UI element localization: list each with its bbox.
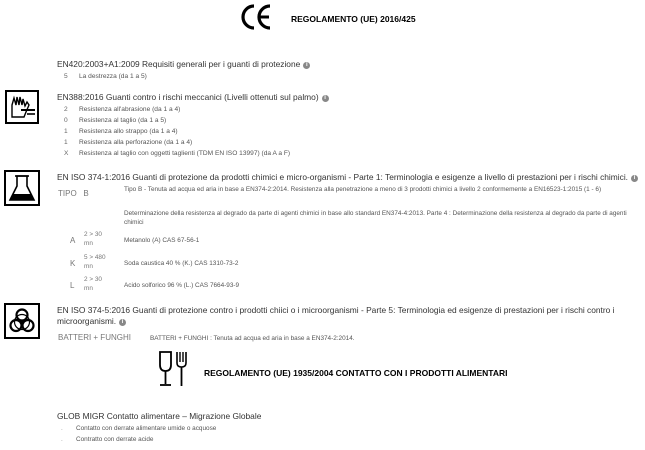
mechanical-risk-pictogram-icon (5, 90, 39, 124)
list-item: 5 La destrezza (da 1 a 5) (64, 73, 147, 80)
chemical-time: 2 > 30 mn (84, 276, 102, 292)
chemical-code: K (70, 259, 76, 268)
tipo-value: B (83, 189, 89, 198)
en374-1-title: EN ISO 374-1:2016 Guanti di protezione da prodotti chimici e micro-organismi - Parte 1: Terminologia e esigenze a livello di prestazioni per i rischi chimici. i (57, 172, 638, 183)
info-icon[interactable]: i (119, 319, 126, 326)
chemical-time: 5 > 480 mn (84, 254, 106, 270)
microorganism-description: BATTERI + FUNGHI : Tenuta ad acqua ed aria in base a EN374-2:2014. (150, 335, 355, 342)
en374-5-title: EN ISO 374-5:2016 Guanti di protezione contro i prodotti chiici o i microorganismi - Parte 5: Terminologia ed esigenze di prestazioni per i rischi contro i microorganismi. i (57, 305, 615, 326)
info-icon[interactable]: i (303, 62, 310, 69)
info-icon[interactable]: i (631, 175, 638, 182)
chemical-name: Acido solforico 96 % (L.) CAS 7664-93-9 (124, 282, 240, 289)
chemical-name: Metanolo (A) CAS 67-56-1 (124, 237, 200, 244)
tipo-description: Tipo B - Tenuta ad acqua ed aria in base a EN374-2:2014. Resistenza alla penetrazione a meno di 3 prodotti chimici a livello 2 conformemente a EN16523-1:2015 (1 - 6) (124, 186, 602, 193)
list-item: 2 Resistenza all'abrasione (da 1 a 4) (64, 106, 181, 113)
list-item: 1 Resistenza alla perforazione (da 1 a 4) (64, 139, 193, 146)
biohazard-pictogram-icon (4, 303, 40, 339)
info-icon[interactable]: i (322, 95, 329, 102)
list-item: . Contratto con derrate acide (61, 436, 154, 443)
degradation-note: Determinazione della resistenza al degrado da parte di agenti chimici in base allo standard EN374-4:2013. Parte 4 : Determinazione della resistenza al degrado da parte di agenti chimici (124, 210, 627, 226)
list-item: 0 Resistenza al taglio (da 1 a 5) (64, 117, 167, 124)
chemical-code: A (70, 236, 76, 245)
chemical-risk-pictogram-icon (4, 170, 40, 206)
ce-mark-icon (240, 3, 272, 31)
list-item: 1 Resistenza allo strappo (da 1 a 4) (64, 128, 178, 135)
food-contact-glass-fork-icon (157, 349, 191, 389)
chemical-time: 2 > 30 mn (84, 231, 102, 247)
food-regulation-title: REGOLAMENTO (UE) 1935/2004 CONTATTO CON I PRODOTTI ALIMENTARI (204, 368, 508, 378)
en420-title: EN420:2003+A1:2009 Requisiti generali per i guanti di protezione i (57, 59, 310, 70)
list-item: X Resistenza al taglio con oggetti taglienti (TDM EN ISO 13997) (da A a F) (64, 150, 291, 157)
chemical-name: Soda caustica 40 % (K.) CAS 1310-73-2 (124, 260, 239, 267)
chemical-code: L (70, 281, 75, 290)
tipo-label: TIPO B (58, 189, 89, 198)
en388-title: EN388:2016 Guanti contro i rischi meccanici (Livelli ottenuti sul palmo) i (57, 92, 329, 103)
microorganism-label: BATTERI + FUNGHI (58, 333, 131, 342)
list-item: . Contatto con derrate alimentare umide o acquose (61, 425, 217, 432)
glob-migr-title: GLOB MIGR Contatto alimentare – Migrazione Globale (57, 411, 262, 421)
regulation-title: REGOLAMENTO (UE) 2016/425 (291, 14, 416, 24)
